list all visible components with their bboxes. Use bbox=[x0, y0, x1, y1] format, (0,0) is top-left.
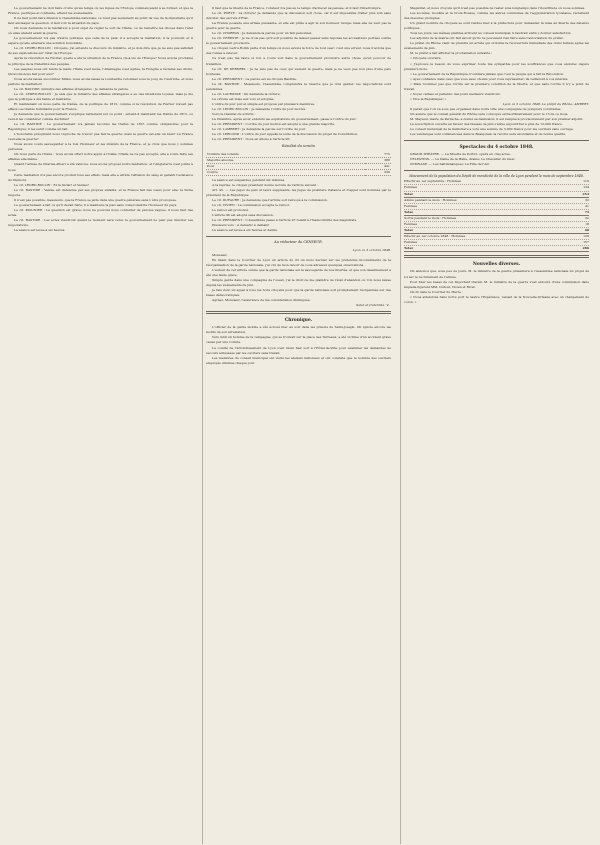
article-paragraph: La séance est suspendue pendant dix minutes. bbox=[212, 177, 286, 182]
population-label: Effectif au 1er octobre 1848 : Hommes bbox=[404, 234, 466, 239]
section-rule bbox=[404, 140, 589, 141]
article-paragraph: Le cit. LEDRU-ROLLIN : Je demande l'ordre du jour motivé. bbox=[212, 106, 307, 111]
article-paragraph: Le cit. DUFAURE : Je demande que l'article soit renvoyé à la commission. bbox=[212, 197, 328, 202]
scrutin-label: Majorité absolue bbox=[206, 157, 365, 163]
scrutin-value: 775 bbox=[365, 152, 391, 158]
letter-signature: Salut et fraternité. V... bbox=[356, 303, 391, 308]
population-report-title: Mouvement de la population du Dépôt de mendicité de la ville de Lyon pendant le mois de septembre 1848. bbox=[409, 174, 584, 179]
population-value: 32 bbox=[585, 197, 589, 202]
article-paragraph: Le gouvernement a fait ce qu'il devait faire; il a maintenu la paix sans compromettre l'honneur du pays. bbox=[14, 202, 178, 207]
population-label: Sortis pendant le mois : Hommes bbox=[404, 215, 457, 220]
article-paragraph: Art. 95. — Les juges de paix et leurs suppléants, les juges de première instance et d'appel sont nommés par le président de la République. bbox=[206, 187, 391, 197]
scrutin-title: Résultat du scrutin bbox=[282, 144, 315, 149]
scrutin-value: 441 bbox=[365, 163, 391, 169]
article-paragraph: Un grand nombre de citoyens se sont rendus hier à la préfecture pour demander la mise en liberté des détenus politiques. bbox=[404, 21, 589, 31]
chronique-heading: Chronique. bbox=[284, 318, 313, 324]
article-paragraph: Le cit. BASTIDE : Le gouvernement n'a jamais reconnu les traités de 1815 comme obligatoires pour la République; il les subit comme un fait. bbox=[8, 122, 193, 132]
article-paragraph: La France possède une armée puissante, et elle est prête à agir si son honneur l'exige; mais elle ne veut pas la guerre pour la guerre. bbox=[206, 21, 391, 31]
column-3 bbox=[400, 6, 592, 844]
proclamation-line: « J'éprouve le besoin de vous exprimer toute ma sympathie pour les souffrances que vous endurez depuis plusieurs mois. bbox=[404, 61, 589, 71]
article-paragraph: Je demande que le gouvernement s'explique nettement sur ce point : entend-il maintenir les traités de 1815, ou veut-il les considérer comme déchirés? bbox=[8, 111, 193, 122]
chronique-paragraph: Les membres du conseil municipal ont visité les ateliers nationaux et ont constaté que le nombre des ouvriers employés diminue chaque jour. bbox=[206, 355, 391, 365]
population-value: 73 bbox=[584, 209, 589, 214]
letter-paragraph: Je fais donc un appel à tous les bons citoyens pour que la garde nationale soit promptement réorganisée sur des bases démocratiques. bbox=[206, 288, 391, 298]
article-paragraph: Les vendanges sont commencées dans le Beaujolais; la récolte sera abondante et de bonne qualité. bbox=[410, 132, 566, 137]
article-paragraph: Le conseil municipal de la Guillotière a voté une somme de 3,000 francs pour les ouvriers sans ouvrage. bbox=[410, 127, 574, 132]
article-paragraph: Le renvoi est prononcé. bbox=[212, 208, 250, 213]
article-paragraph: Le cit. PORTE : La clôture! Je demande que la discussion soit close, car il est impossible d'aller plus loin sans dévoiler des secrets d'État. bbox=[206, 11, 391, 21]
letter-paragraph: L'auteur de cet article oublie que la garde nationale est la sauvegarde de nos libertés, et que son désarmement a été une faute grave. bbox=[206, 267, 391, 278]
article-paragraph: Les adjoints de la mairie ont fait savoir qu'ils ne pouvaient rien faire sans l'autorisation du préfet. bbox=[410, 36, 564, 41]
article-paragraph: Après la révolution de Février, quelle a été la situation de la France vis-à-vis de l'Europe? Nous avions proclamé le principe de la fraternité des peuples. bbox=[8, 56, 193, 66]
proclamation-line: « Soyez calmes et patients; des jours meilleurs viendront. bbox=[410, 91, 501, 96]
letter-paragraph: Agréez, Monsieur, l'assurance de ma considération distinguée. bbox=[212, 298, 311, 303]
article-paragraph: Et maintenant on nous parle de traités, de la politique de 1815, comme si la révolution de Février n'avait pas effacé ces traités humiliants pour la France. bbox=[8, 101, 193, 111]
article-paragraph: Le cit. LEDRU-ROLLIN : Je sais que le ministre des affaires étrangères a eu des intentions loyales; mais je dis que la politique a été faible et hésitante. bbox=[8, 91, 193, 101]
proclamation-line: « Mais n'oubliez pas que l'ordre est la première condition de la liberté, et que sans l'ordre il n'y a point de travail. bbox=[404, 81, 589, 91]
article-paragraph: Les sociétés, moulins et la Croix-Rousse, comme les autres communes de l'agglomération lyonnaise, réclament des mesures promptes. bbox=[404, 11, 589, 21]
scrutin-label: Pour bbox=[206, 163, 365, 169]
article-paragraph: L'honorable préopinant nous reproche de n'avoir pas fait la guerre; mais la guerre est-elle un bien? La France veut-elle la guerre? bbox=[8, 132, 193, 142]
article-paragraph: Le cit. MOUNIER : La question est grave; nous ne pouvons nous contenter de paroles vagues, il nous faut des actes. bbox=[8, 207, 193, 217]
column-1 bbox=[8, 6, 196, 844]
proclamation-line: « Vive la République! » bbox=[410, 96, 447, 101]
article-paragraph: Magistrat, et nous croyons qu'il n'est pas possible de rester plus longtemps dans l'incertitude où nous sommes. bbox=[410, 6, 586, 10]
article-paragraph: Le préfet du Rhône vient de prendre un arrêté qui ordonne la réouverture immédiate des clubs fermés après les événements de juin. bbox=[404, 41, 589, 51]
article-paragraph: Il paraît que l'on va sous peu organiser dans notre ville une compagnie de pompiers volontaires. bbox=[410, 106, 562, 111]
article-paragraph: Le cit. LAMBERT : Je demande la parole sur l'ordre du jour. bbox=[212, 127, 306, 132]
population-value: 18 bbox=[585, 222, 589, 227]
proclamation-line: « Citoyens ouvriers, bbox=[410, 56, 442, 61]
population-value: 22 bbox=[585, 215, 589, 220]
population-value: 40 bbox=[584, 228, 589, 233]
population-report bbox=[404, 174, 589, 252]
letter-dateline: Lyon, le 3 octobre 1848. bbox=[352, 247, 391, 252]
article-paragraph: L'article 96 est adopté sans discussion. bbox=[212, 213, 274, 218]
article-paragraph: La séance est levée à six heures et demie. bbox=[212, 228, 278, 233]
scrutin-label: Contre bbox=[206, 169, 365, 175]
scrutin-table bbox=[206, 152, 391, 176]
article-paragraph: Le cit. PRÉSIDENT : L'Assemblée passe à l'article 97 relatif à l'inamovibilité des magistrats. bbox=[212, 218, 358, 223]
article-paragraph: Le cit. BASTIDE : Les actes viendront quand le moment sera venu; le gouvernement ne peut pas dévoiler ses négociations. bbox=[8, 217, 193, 228]
article-paragraph: Le cit. LACROSSE : On demande la clôture. bbox=[212, 91, 281, 96]
article-paragraph: On assure que le conseil général du Rhône sera convoqué extraordinairement pour le 15 de ce mois. bbox=[410, 111, 569, 116]
population-value: 157 bbox=[583, 240, 589, 245]
population-label: Femmes bbox=[404, 240, 418, 245]
article-paragraph: Le cit. PRÉSIDENT : La parole est au citoyen Bastide. bbox=[212, 76, 297, 81]
article-paragraph: Le cit. CÉRESTE : Je ne crois pas qu'il soit possible de laisser passer sans réponse les accusations portées contre le gouvernement provisoire. bbox=[206, 36, 391, 46]
scrutin-row bbox=[206, 169, 391, 175]
population-value: 119 bbox=[583, 179, 589, 184]
section-rule bbox=[206, 236, 391, 237]
letter-paragraph: En lisant dans le Courrier de Lyon un article du 22 du mois dernier sur les prétendus inconvénients de la réorganisation de la garde nationale, j'ai cru de mon devoir de vous adresser quelques observations. bbox=[206, 257, 391, 267]
spectacle-entry: GYMNASE. — Les Saltimbanques; La Fille de l'Air. bbox=[410, 162, 490, 167]
population-value: 253 bbox=[582, 191, 589, 196]
population-label: Total bbox=[404, 228, 413, 233]
letter-paragraph: Simple garde dans une compagnie de l'ouest, j'ai le droit de me plaindre de l'état d'abandon où l'on nous laisse depuis les événements de juin. bbox=[206, 278, 391, 288]
article-paragraph: Cette médiation n'a pas encore produit tous ses effets, mais elle a arrêté l'effusion du sang et garanti l'existence du Piémont. bbox=[8, 172, 193, 182]
article-paragraph: La clôture est mise aux voix et adoptée. bbox=[212, 96, 275, 101]
article-paragraph: Plusieurs voix : A demain! à demain! bbox=[212, 223, 270, 228]
article-paragraph: On nous parle de l'Italie : nous avons offert notre appui à l'Italie; l'Italie ne l'a pas accepté, elle a voulu faire ses affaires elle-même. bbox=[8, 152, 193, 162]
column-2 bbox=[202, 6, 394, 844]
article-paragraph: Le cit. LEDRU-ROLLIN : Et la Sicile? et Venise? bbox=[14, 182, 89, 187]
article-paragraph: Le cit. BASTIDE : Messieurs, l'Assemblée comprendra la réserve que je dois garder; les négociations sont pendantes. bbox=[206, 81, 391, 91]
diverses-paragraph: Pour fixer les bases de cet important travail, M. le ministre de la guerre s'est entouré d'une commission dans laquelle figurent MM. Dufour, Vivien et Rivet. bbox=[404, 279, 589, 289]
chronique-paragraph: L'officier de la garde mobile a été écroué hier au soir dans les prisons de Saint-Joseph. On ignore encore les motifs de son arrestation. bbox=[206, 325, 391, 335]
proclamation-line: « Ayez confiance dans ceux que vous avez choisis pour vous représenter; ils veilleront à vos intérêts. bbox=[410, 76, 569, 81]
population-label: Admis pendant le mois : Hommes bbox=[404, 197, 457, 202]
chronique-paragraph: Le comité de l'arrondissement de Lyon s'est réuni hier soir à l'Hôtel-de-Ville pour examiner les demandes de secours adressées par les ouvriers sans travail. bbox=[206, 345, 391, 355]
section-rule bbox=[404, 255, 589, 258]
spectacle-entry: GRAND-THÉÂTRE. — La Muette de Portici, opéra en cinq actes. bbox=[410, 152, 511, 157]
population-value: 41 bbox=[585, 203, 589, 208]
diverses-paragraph: On annonce que, sous peu de jours, M. le ministre de la guerre présentera à l'Assemblée nationale un projet de loi sur le recrutement de l'armée. bbox=[404, 269, 589, 279]
article-paragraph: Quand l'armée de Charles-Albert a été vaincue, nous avons proposé notre médiation, et l'Angleterre s'est jointe à nous. bbox=[8, 162, 193, 172]
article-paragraph: La Chambre, après avoir entendu les explications du gouvernement, passe à l'ordre du jour. bbox=[212, 117, 357, 122]
article-paragraph: Tous les jours, les mêmes plaintes arrivent au conseil municipal; il faudrait enfin y donner satisfaction. bbox=[410, 31, 572, 36]
diverses-heading: Nouvelles diverses. bbox=[472, 262, 521, 268]
population-label: Total bbox=[404, 191, 413, 196]
section-rule bbox=[404, 170, 589, 171]
article-paragraph: Le cit. LEBLOND : L'ordre du jour appelle la suite de la discussion du projet de Constitution. bbox=[212, 132, 359, 137]
section-rule bbox=[206, 311, 391, 314]
scrutin-value: 336 bbox=[365, 169, 391, 175]
article-paragraph: A la reprise, le citoyen président donne lecture de l'article suivant : bbox=[212, 182, 319, 187]
article-paragraph: M. Mayaud, maire de Perrache, a donné sa démission; il est remplacé provisoirement par son premier adjoint. bbox=[410, 117, 584, 122]
article-paragraph: Le cit. BASTIDE : Venise est défendue par ses propres enfants, et la France fait des vœux pour elle; la Sicile négocie. bbox=[8, 187, 193, 197]
proclamation-signature: Lyon, le 3 octobre 1848. Le préfet du Rhône, AMBERT. bbox=[502, 101, 589, 106]
article-paragraph: Le cit. LEDRU-ROLLIN : Citoyens, j'ai entendu le discours du ministre, et je dois dire que je ne suis pas satisfait de ses explications sur l'état de l'Europe. bbox=[8, 46, 193, 56]
population-label: Effectif au 1er septembre : Hommes bbox=[404, 179, 462, 184]
article-paragraph: Le cit. BASTIDE, ministre des affaires étrangères : Je demande la parole. bbox=[14, 86, 129, 91]
article-paragraph: Il ne faut point faire illusion à l'Assemblée nationale; ce n'est pas seulement au point de vue de la diplomatie qu'il faut envisager la question, il faut voir la situation du pays. bbox=[8, 16, 193, 26]
article-paragraph: Voici le résultat du scrutin : bbox=[212, 111, 256, 116]
letter-heading: Au rédacteur du CENSEUR. bbox=[274, 240, 323, 245]
chronique-paragraph: Vers midi un homme de la campagne, qui se trouvait sur la place des Terreaux, a été victime d'un accident grave causé par une voiture. bbox=[206, 335, 391, 345]
population-value: 134 bbox=[583, 185, 589, 190]
population-label: Total bbox=[404, 246, 413, 251]
scrutin-label: Nombre des votants bbox=[206, 152, 365, 158]
population-value: 129 bbox=[583, 234, 589, 239]
spectacles-heading: Spectacles du 4 octobre 1848. bbox=[459, 145, 534, 151]
article-paragraph: Le cit. CHARRAS : Je demande la parole pour un fait personnel. bbox=[212, 31, 313, 36]
population-value: 286 bbox=[582, 246, 589, 251]
article-paragraph: M. le préfet a fait afficher la proclamation suivante : bbox=[410, 51, 493, 56]
population-label: Total bbox=[404, 209, 413, 214]
spectacle-entry: CÉLESTINS. — La Dame de la Halle, drame; Le Chevalier du Guet. bbox=[410, 157, 516, 162]
article-paragraph: On nous demande si la médiation a pour objet de régler le sort de l'Italie, ou de remettre les choses dans l'état où elles étaient avant la guerre. bbox=[8, 26, 193, 36]
population-row bbox=[404, 246, 589, 252]
article-paragraph: Le gouvernement n'a pas d'autre politique que celle de la paix; il a accepté la médiation, il la poursuit, et il espère qu'elle amènera une solution honorable. bbox=[8, 36, 193, 46]
population-label: Femmes bbox=[404, 203, 418, 208]
article-paragraph: Ce n'est pas ma faute si l'on a voulu voir dans le gouvernement provisoire autre chose qu'un pouvoir de transition. bbox=[206, 56, 391, 66]
article-paragraph: Le cit. PRÉSIDENT : Nous en étions à l'article 95. bbox=[212, 137, 291, 142]
diverses-paragraph: « Nous attendons dans notre port le navire l'Espérance, venant de la Nouvelle-Orléans avec un chargement de coton. » bbox=[404, 294, 589, 304]
article-paragraph: Le citoyen Ledru-Rollin parle d'un temps où nous avions la force de tout oser; c'est une erreur, nous n'avions que des ruines à relever. bbox=[206, 46, 391, 56]
scrutin-value: 388 bbox=[365, 157, 391, 163]
diverses-paragraph: On lit dans le Courrier du Havre : bbox=[410, 289, 463, 294]
article-paragraph: L'ordre du jour pur et simple est proposé par plusieurs membres. bbox=[212, 101, 316, 106]
article-paragraph: Le cit. DE KERDREL : Je ne suis pas de ceux qui veulent la guerre, mais je ne veux pas non plus d'une paix honteuse. bbox=[206, 66, 391, 76]
article-paragraph: Le gouvernement ne doit faire croire qu'au temps où les ligues de l'Europe commençaient à se former, et que la France, pacifique et confiante, attend les événements. bbox=[8, 6, 193, 16]
population-label: Femmes bbox=[404, 185, 418, 190]
article-paragraph: Le cit. PRÉSIDENT : L'ordre du jour motivé est adopté à une grande majorité. bbox=[212, 122, 335, 127]
article-paragraph: Le cit. VIVIEN : La commission accepte le renvoi. bbox=[212, 203, 290, 207]
article-paragraph: La séance est levée à six heures. bbox=[14, 228, 66, 233]
article-paragraph: Les peuples nous ont tendu la main; l'Italie s'est levée, l'Allemagne s'est agitée, la Hongrie a réclamé ses droits. Qu'avons-nous fait pour eux? bbox=[8, 66, 193, 76]
proclamation-line: « Le gouvernement de la République n'oubliera jamais que c'est le peuple qui a fait la Révolution. bbox=[410, 71, 564, 76]
population-label: Femmes bbox=[404, 222, 418, 227]
article-paragraph: Il faut que la liberté de la France, l'orateur n'a pas eu le temps d'achever sa pensée, et il faut l'interrompre. bbox=[212, 6, 382, 10]
article-paragraph: Nous avons voulu sauvegarder à la fois l'honneur et les intérêts de la France, et je crois que nous y sommes parvenus. bbox=[8, 142, 193, 152]
article-paragraph: La souscription ouverte en faveur des blessés de juin s'élève aujourd'hui à plus de 12,000 francs. bbox=[410, 122, 563, 127]
article-paragraph: Nous avons laissé succomber Milan, nous avons laissé la Lombardie retomber sous le joug de l'Autriche, et nous parlons de médiation! bbox=[8, 76, 193, 86]
letter-paragraph: Monsieur, bbox=[212, 252, 228, 257]
article-paragraph: Il n'est pas possible, messieurs, que la France se jette dans une guerre générale sans y être provoquée. bbox=[14, 197, 177, 202]
